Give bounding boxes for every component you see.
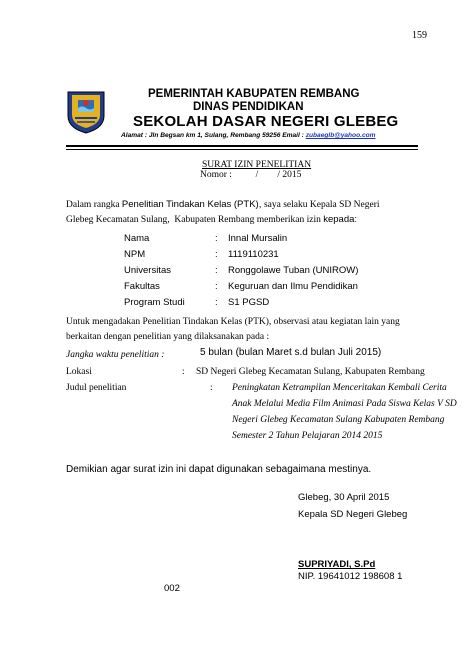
letter-title: SURAT IZIN PENELITIAN bbox=[202, 160, 312, 170]
regency-crest-logo bbox=[66, 90, 106, 134]
letterhead-rule-thin bbox=[66, 149, 418, 150]
intro-line-2 bbox=[66, 214, 357, 225]
purpose-line-2: berkaitan dengan penelitian yang dilaksanakan pada : bbox=[66, 332, 270, 342]
address-text: Alamat : Jln Begsan km 1, Sulang, Rembang 59256 Email : bbox=[121, 132, 306, 139]
letterhead-rule-thick bbox=[66, 145, 418, 147]
field-value-universitas: Ronggolawe Tuban (UNIROW) bbox=[228, 265, 359, 276]
field-label-universitas: Universitas bbox=[124, 265, 171, 276]
field-label-prodi: Program Studi bbox=[124, 297, 185, 308]
research-title-line-3: Negeri Glebeg Kecamatan Sulang Kabupaten Rembang bbox=[232, 415, 445, 425]
intro-line-1 bbox=[66, 199, 380, 210]
field-value-nama: Innal Mursalin bbox=[228, 233, 288, 244]
page-number: 159 bbox=[412, 30, 427, 41]
letter-number: Nomor : / / 2015 bbox=[200, 170, 302, 180]
letterhead-school: SEKOLAH DASAR NEGERI GLEBEG bbox=[133, 113, 399, 130]
research-title-line-1: Peningkatan Ketrampilan Menceritakan Kembali Cerita bbox=[232, 383, 447, 393]
field-colon: : bbox=[215, 233, 218, 244]
duration-label: Jangka waktu penelitian : bbox=[66, 350, 165, 360]
field-colon: : bbox=[215, 297, 218, 308]
intro-line-2-text: Glebeg Kecamatan Sulang, Kabupaten Rembang memberikan izin bbox=[66, 215, 324, 225]
research-title-label: Judul penelitian bbox=[66, 383, 127, 393]
research-title-line-4: Semester 2 Tahun Pelajaran 2014 2015 bbox=[232, 431, 383, 441]
signature-nip: NIP. 19641012 198608 1 bbox=[298, 571, 403, 582]
field-value-fakultas: Keguruan dan Ilmu Pendidikan bbox=[228, 281, 358, 292]
location-value: SD Negeri Glebeg Kecamatan Sulang, Kabupaten Rembang bbox=[196, 367, 425, 377]
field-colon: : bbox=[215, 281, 218, 292]
field-colon: : bbox=[215, 265, 218, 276]
location-label: Lokasi bbox=[66, 367, 92, 377]
research-title-line-2: Anak Melalui Media Film Animasi Pada Siswa Kelas V SD bbox=[232, 399, 457, 409]
closing-sentence: Demikian agar surat izin ini dapat digunakan sebagaimana mestinya. bbox=[66, 464, 372, 475]
signature-nip-tail: 002 bbox=[164, 583, 180, 594]
letterhead-government: PEMERINTAH KABUPATEN REMBANG bbox=[148, 88, 360, 100]
intro-part-b: Penelitian Tindakan Kelas (PTK), bbox=[121, 199, 264, 210]
letterhead-department: DINAS PENDIDIKAN bbox=[193, 101, 304, 113]
signature-position: Kepala SD Negeri Glebeg bbox=[298, 509, 408, 520]
field-value-npm: 1119110231 bbox=[228, 249, 279, 260]
intro-part-c: saya selaku Kepala SD Negeri bbox=[263, 200, 380, 210]
purpose-line-1: Untuk mengadakan Penelitian Tindakan Kelas (PTK), observasi atau kegiatan lain yang bbox=[66, 317, 400, 327]
research-title-colon: : bbox=[210, 383, 213, 393]
email-link[interactable]: zubaeglb@yahoo.com bbox=[305, 132, 376, 139]
location-colon: : bbox=[182, 367, 185, 377]
field-value-prodi: S1 PGSD bbox=[228, 297, 270, 308]
field-label-fakultas: Fakultas bbox=[124, 281, 160, 292]
letterhead-address bbox=[121, 132, 376, 139]
signature-name: SUPRIYADI, S.Pd bbox=[298, 559, 376, 570]
intro-part-a: Dalam rangka bbox=[66, 200, 122, 210]
intro-line-2-kepada: kepada: bbox=[323, 214, 358, 225]
field-colon: : bbox=[215, 249, 218, 260]
field-label-nama: Nama bbox=[124, 233, 150, 244]
duration-value: 5 bulan (bulan Maret s.d bulan Juli 2015) bbox=[200, 347, 382, 358]
signature-place-date: Glebeg, 30 April 2015 bbox=[298, 492, 390, 503]
field-label-npm: NPM bbox=[124, 249, 146, 260]
